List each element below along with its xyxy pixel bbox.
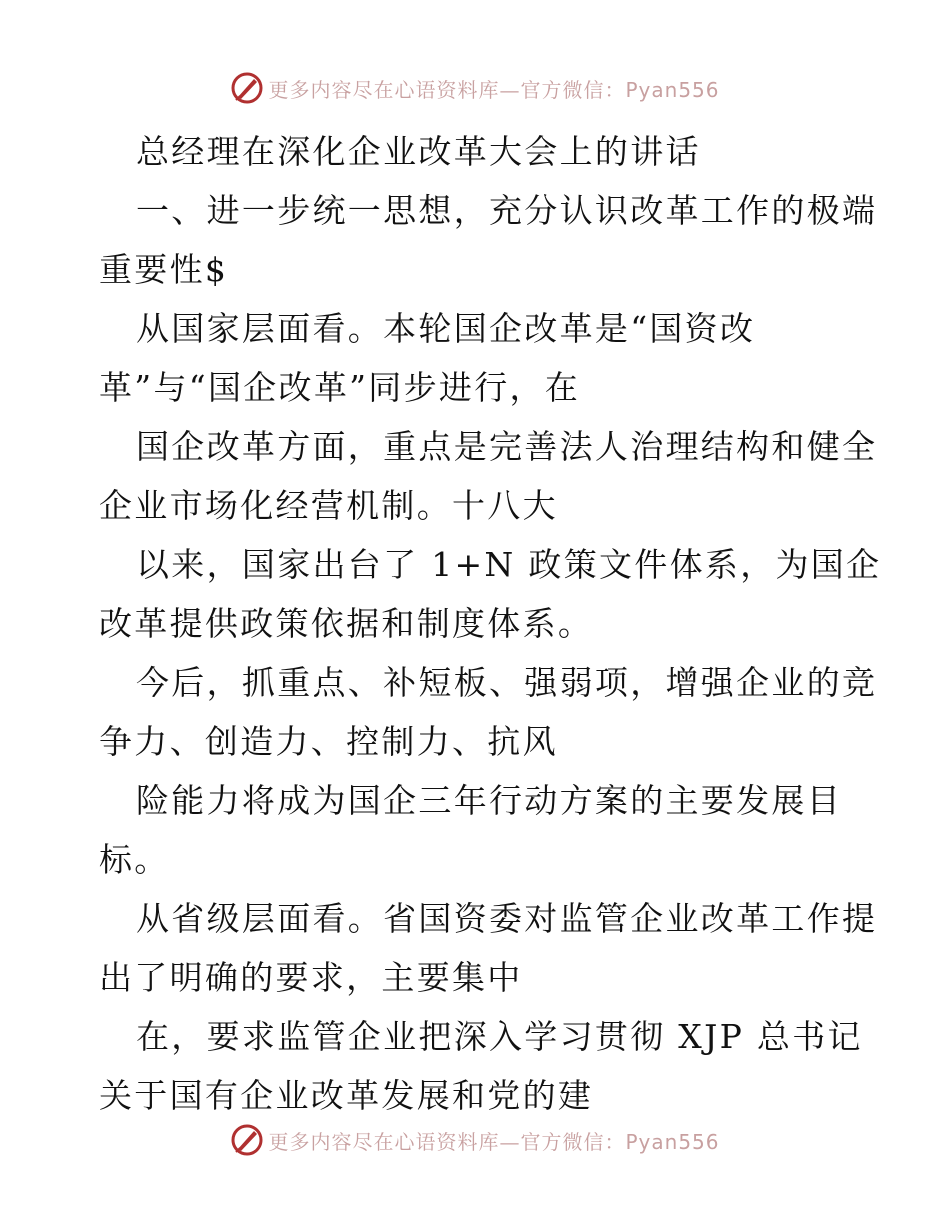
footer-watermark-banner: [0, 1120, 950, 1160]
text-line: 争力、创造力、控制力、抗风: [99, 722, 558, 761]
header-watermark-banner: [0, 68, 950, 108]
banner-text: 更多内容尽在心语资料库—官方微信：Pyan556: [268, 1129, 720, 1154]
text-line: 国企改革方面，重点是完善法人治理结构和健全: [136, 427, 878, 466]
text-line: 以来，国家出台了 1+N 政策文件体系，为国企: [136, 545, 882, 584]
text-line: 从国家层面看。本轮国企改革是“国资改: [136, 309, 756, 348]
text-line: 革”与“国企改革”同步进行，在: [99, 368, 581, 407]
text-line: 改革提供政策依据和制度体系。: [99, 604, 594, 643]
text-line: 一、进一步统一思想，充分认识改革工作的极端: [136, 191, 878, 230]
text-line: 险能力将成为国企三年行动方案的主要发展目: [136, 781, 842, 820]
text-line: 在，要求监管企业把深入学习贯彻 XJP 总书记: [136, 1017, 863, 1056]
wechat-id: Pyan556: [625, 77, 720, 102]
text-line: 出了明确的要求，主要集中: [99, 958, 523, 997]
quill-pen-circle-icon: [230, 71, 264, 105]
banner-text: 更多内容尽在心语资料库—官方微信：Pyan556: [268, 77, 720, 102]
document-body: [99, 122, 882, 1125]
text-line: 关于国有企业改革发展和党的建: [99, 1076, 594, 1115]
wechat-id: Pyan556: [625, 1129, 720, 1154]
text-line: 总经理在深化企业改革大会上的讲话: [136, 132, 701, 171]
text-line: 标。: [99, 840, 170, 879]
text-line: 重要性$: [99, 250, 229, 289]
text-line: 从省级层面看。省国资委对监管企业改革工作提: [136, 899, 878, 938]
text-line: 今后，抓重点、补短板、强弱项，增强企业的竞: [136, 663, 878, 702]
text-line: 企业市场化经营机制。十八大: [99, 486, 558, 525]
quill-pen-circle-icon: [230, 1123, 264, 1157]
